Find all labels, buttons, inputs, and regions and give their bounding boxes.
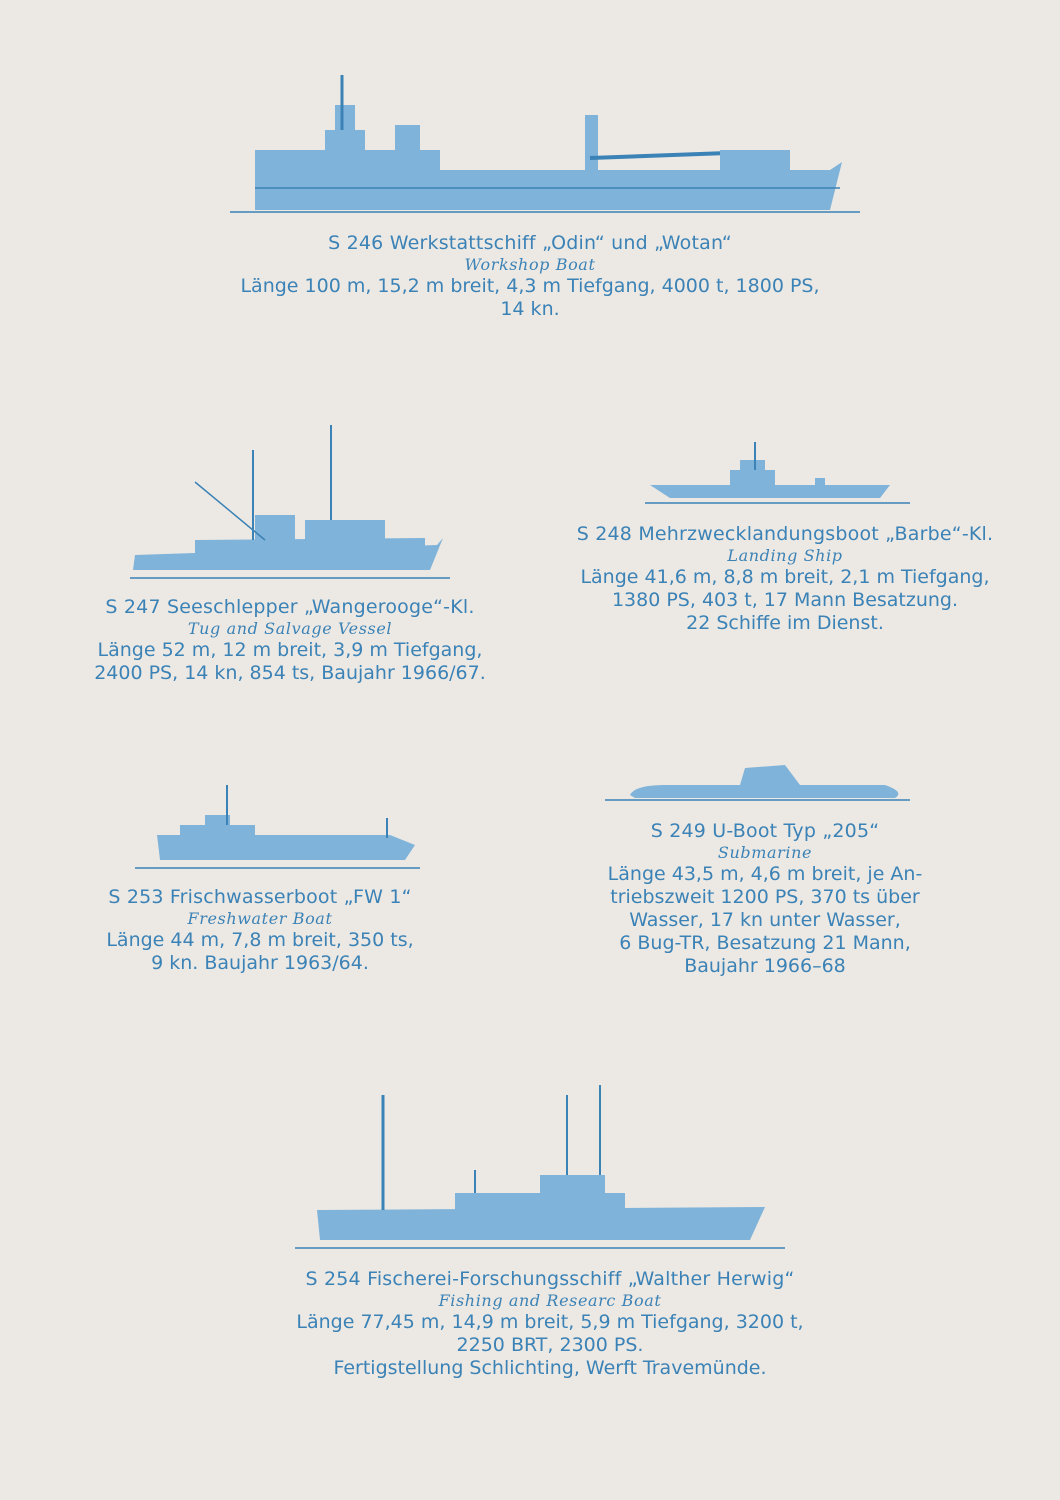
entry-s249 [590, 820, 940, 979]
entry-s246 [230, 232, 830, 321]
entry-spec-line: 9 kn. Baujahr 1963/64. [151, 951, 369, 974]
ship-illustration-s247 [125, 420, 455, 585]
entry-spec-line: 22 Schiffe im Dienst. [686, 612, 884, 635]
ship-illustration-s254 [295, 1085, 785, 1255]
entry-title: S 254 Fischerei-Forschungsschiff „Walther Herwig“ [305, 1268, 795, 1290]
entry-spec-line: Wasser, 17 kn unter Wasser, [629, 909, 901, 932]
ship-illustration-s253 [135, 780, 420, 875]
entry-spec-line: Baujahr 1966–68 [684, 955, 846, 978]
entry-spec-line: triebszweit 1200 PS, 370 ts über [610, 885, 920, 908]
ship-illustration-s248 [645, 440, 910, 510]
entry-spec-line: 2400 PS, 14 kn, 854 ts, Baujahr 1966/67. [94, 661, 486, 684]
entry-title: S 248 Mehrzwecklandungsboot „Barbe“-Kl. [576, 523, 994, 545]
entry-subtitle: Freshwater Boat [187, 909, 333, 929]
entry-subtitle: Workshop Boat [464, 255, 596, 275]
entry-subtitle: Submarine [717, 843, 813, 863]
entry-title: S 253 Frischwasserboot „FW 1“ [108, 886, 412, 908]
entry-spec-line: 1380 PS, 403 t, 17 Mann Besatzung. [611, 588, 959, 611]
entry-s248 [555, 523, 1015, 635]
entry-subtitle: Tug and Salvage Vessel [187, 619, 393, 639]
ship-illustration-s249 [605, 750, 910, 805]
entry-spec-line: Länge 77,45 m, 14,9 m breit, 5,9 m Tiefgang, 3200 t, [296, 1310, 804, 1333]
entry-spec-line: Länge 41,6 m, 8,8 m breit, 2,1 m Tiefgang, [580, 565, 990, 588]
entry-s253 [60, 886, 460, 975]
entry-spec-line: Fertigstellung Schlichting, Werft Travemünde. [333, 1357, 767, 1380]
entry-title: S 249 U-Boot Typ „205“ [650, 820, 880, 842]
entry-s247 [60, 596, 520, 685]
entry-subtitle: Fishing and Researc Boat [438, 1291, 662, 1311]
entry-s254 [200, 1268, 900, 1380]
entry-spec-line: 2250 BRT, 2300 PS. [456, 1333, 644, 1356]
entry-subtitle: Landing Ship [727, 546, 843, 566]
entry-spec-line: Länge 43,5 m, 4,6 m breit, je An- [607, 862, 923, 885]
ship-illustration-s246 [230, 70, 860, 220]
entry-spec-line: Länge 52 m, 12 m breit, 3,9 m Tiefgang, [97, 638, 483, 661]
entry-spec-line: Länge 44 m, 7,8 m breit, 350 ts, [106, 928, 414, 951]
entry-spec-line: 6 Bug-TR, Besatzung 21 Mann, [619, 932, 911, 955]
entry-spec-line: Länge 100 m, 15,2 m breit, 4,3 m Tiefgang, 4000 t, 1800 PS, 14 kn. [240, 274, 820, 320]
entry-title: S 247 Seeschlepper „Wangerooge“-Kl. [105, 596, 475, 618]
entry-title: S 246 Werkstattschiff „Odin“ und „Wotan“ [328, 232, 732, 254]
